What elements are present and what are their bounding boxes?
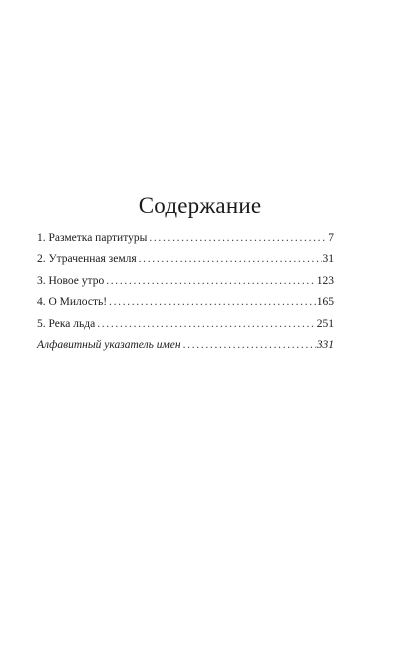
- toc-entry-5[interactable]: [37, 314, 334, 335]
- toc-page-number: 7: [328, 232, 334, 244]
- dot-leader: [109, 292, 316, 313]
- toc-page-number: 31: [322, 253, 334, 266]
- dot-leader: [183, 335, 316, 356]
- toc-page-number: 251: [316, 317, 334, 330]
- dot-leader: [149, 228, 327, 249]
- table-of-contents: [37, 228, 334, 356]
- toc-page-number: 165: [316, 296, 334, 309]
- toc-entry-3[interactable]: [37, 271, 334, 292]
- toc-entry-label: 5. Река льда: [37, 317, 96, 330]
- dot-leader: [139, 249, 322, 270]
- toc-page-number: 331: [316, 338, 334, 351]
- toc-entry-label: Алфавитный указатель имен: [37, 338, 181, 351]
- toc-entry-2[interactable]: [37, 249, 334, 270]
- toc-entry-index[interactable]: [37, 335, 334, 356]
- toc-entry-label: 4. О Милость!: [37, 296, 108, 309]
- toc-entry-4[interactable]: [37, 292, 334, 313]
- toc-entry-1[interactable]: [37, 228, 334, 249]
- toc-entry-label: 1. Разметка партитуры: [37, 232, 148, 244]
- toc-entry-label: 3. Новое утро: [37, 274, 105, 287]
- dot-leader: [106, 271, 316, 292]
- dot-leader: [97, 314, 316, 335]
- toc-entry-label: 2. Утраченная земля: [37, 253, 137, 266]
- toc-page-number: 123: [316, 274, 334, 287]
- page-title: Содержание: [138, 193, 262, 218]
